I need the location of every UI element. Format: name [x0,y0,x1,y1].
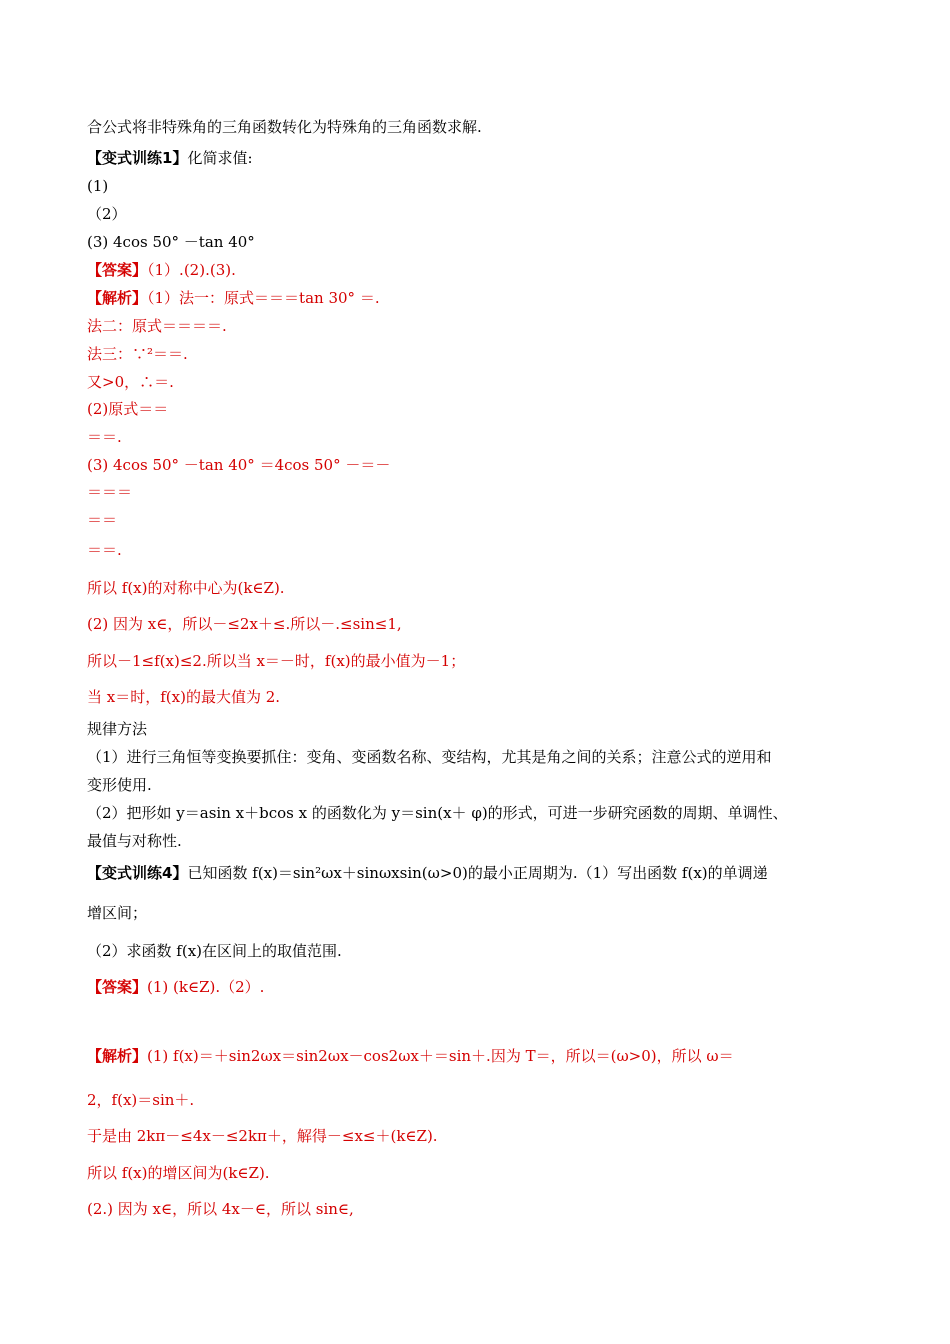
analysis-tag: 【解析】 [87,289,148,307]
solution-line: 又>0，∴＝. [87,373,174,391]
answer-tag: 【答案】 [87,261,148,279]
answer-text: (1) (k∈Z).（2）. [147,978,265,996]
problem-item: (3) 4cos 50° －tan 40° [87,233,255,251]
exercise-heading [87,863,768,883]
exercise-tag: 【变式训练1】 [87,149,188,167]
solution-line: ＝＝ [87,511,118,529]
solution-line: ＝＝. [87,541,122,559]
solution-line: 法三：∵²＝＝. [87,345,188,363]
solution-line: 法二：原式＝＝＝＝. [87,317,227,335]
solution-line: (2.) 因为 x∈，所以 4x－∈，所以 sin∈, [87,1200,354,1218]
solution-line: 所以 f(x)的对称中心为(k∈Z). [87,579,285,597]
solution-line: ＝＝. [87,428,122,446]
analysis-line [87,1046,734,1066]
method-text: 变形使用. [87,776,152,794]
text-line: 合公式将非特殊角的三角函数转化为特殊角的三角函数求解. [87,118,482,136]
analysis-tag: 【解析】 [87,1047,148,1065]
solution-line: 所以－1≤f(x)≤2.所以当 x＝－时，f(x)的最小值为－1； [87,652,466,670]
solution-line: ＝＝＝ [87,483,133,501]
answer-line [87,977,264,997]
solution-line: 当 x＝时，f(x)的最大值为 2. [87,688,281,706]
solution-line: (2) 因为 x∈，所以－≤2x＋≤.所以－.≤sin≤1, [87,615,402,633]
problem-item: 增区间； [87,904,148,922]
analysis-text: （1）法一：原式＝＝＝tan 30° ＝. [147,289,380,307]
solution-line: 于是由 2kπ－≤4x－≤2kπ＋，解得－≤x≤＋(k∈Z). [87,1127,438,1145]
solution-line: 所以 f(x)的增区间为(k∈Z). [87,1164,270,1182]
method-text: （1）进行三角恒等变换要抓住：变角、变函数名称、变结构，尤其是角之间的关系；注意公式的逆用和 [87,748,772,766]
exercise-prompt: 化简求值: [187,149,253,167]
method-text: 最值与对称性. [87,832,182,850]
problem-item: （2）求函数 f(x)在区间上的取值范围. [87,942,342,960]
exercise-prompt: 已知函数 f(x)＝sin²ωx＋sinωxsin(ω>0)的最小正周期为.（1）写出函数 f(x)的单调递 [187,864,768,882]
solution-line: (2)原式＝＝ [87,400,169,418]
problem-item: (1) [87,177,109,195]
exercise-heading [87,148,253,168]
exercise-tag: 【变式训练4】 [87,864,188,882]
problem-item: （2） [87,205,127,223]
answer-text: （1）.(2).(3). [147,261,236,279]
solution-line: (3) 4cos 50° －tan 40° ＝4cos 50° －＝－ [87,456,391,474]
solution-line: 2，f(x)＝sin＋. [87,1091,195,1109]
analysis-line [87,288,380,308]
analysis-text: (1) f(x)＝＋sin2ωx＝sin2ωx－cos2ωx＋＝sin＋.因为 T＝，所以＝(ω>0)，所以 ω＝ [147,1047,734,1065]
method-text: （2）把形如 y＝asin x＋bcos x 的函数化为 y＝sin(x＋ φ)的形式，可进一步研究函数的周期、单调性、 [87,804,788,822]
method-heading: 规律方法 [87,720,148,738]
answer-tag: 【答案】 [87,978,148,996]
answer-line [87,260,236,280]
